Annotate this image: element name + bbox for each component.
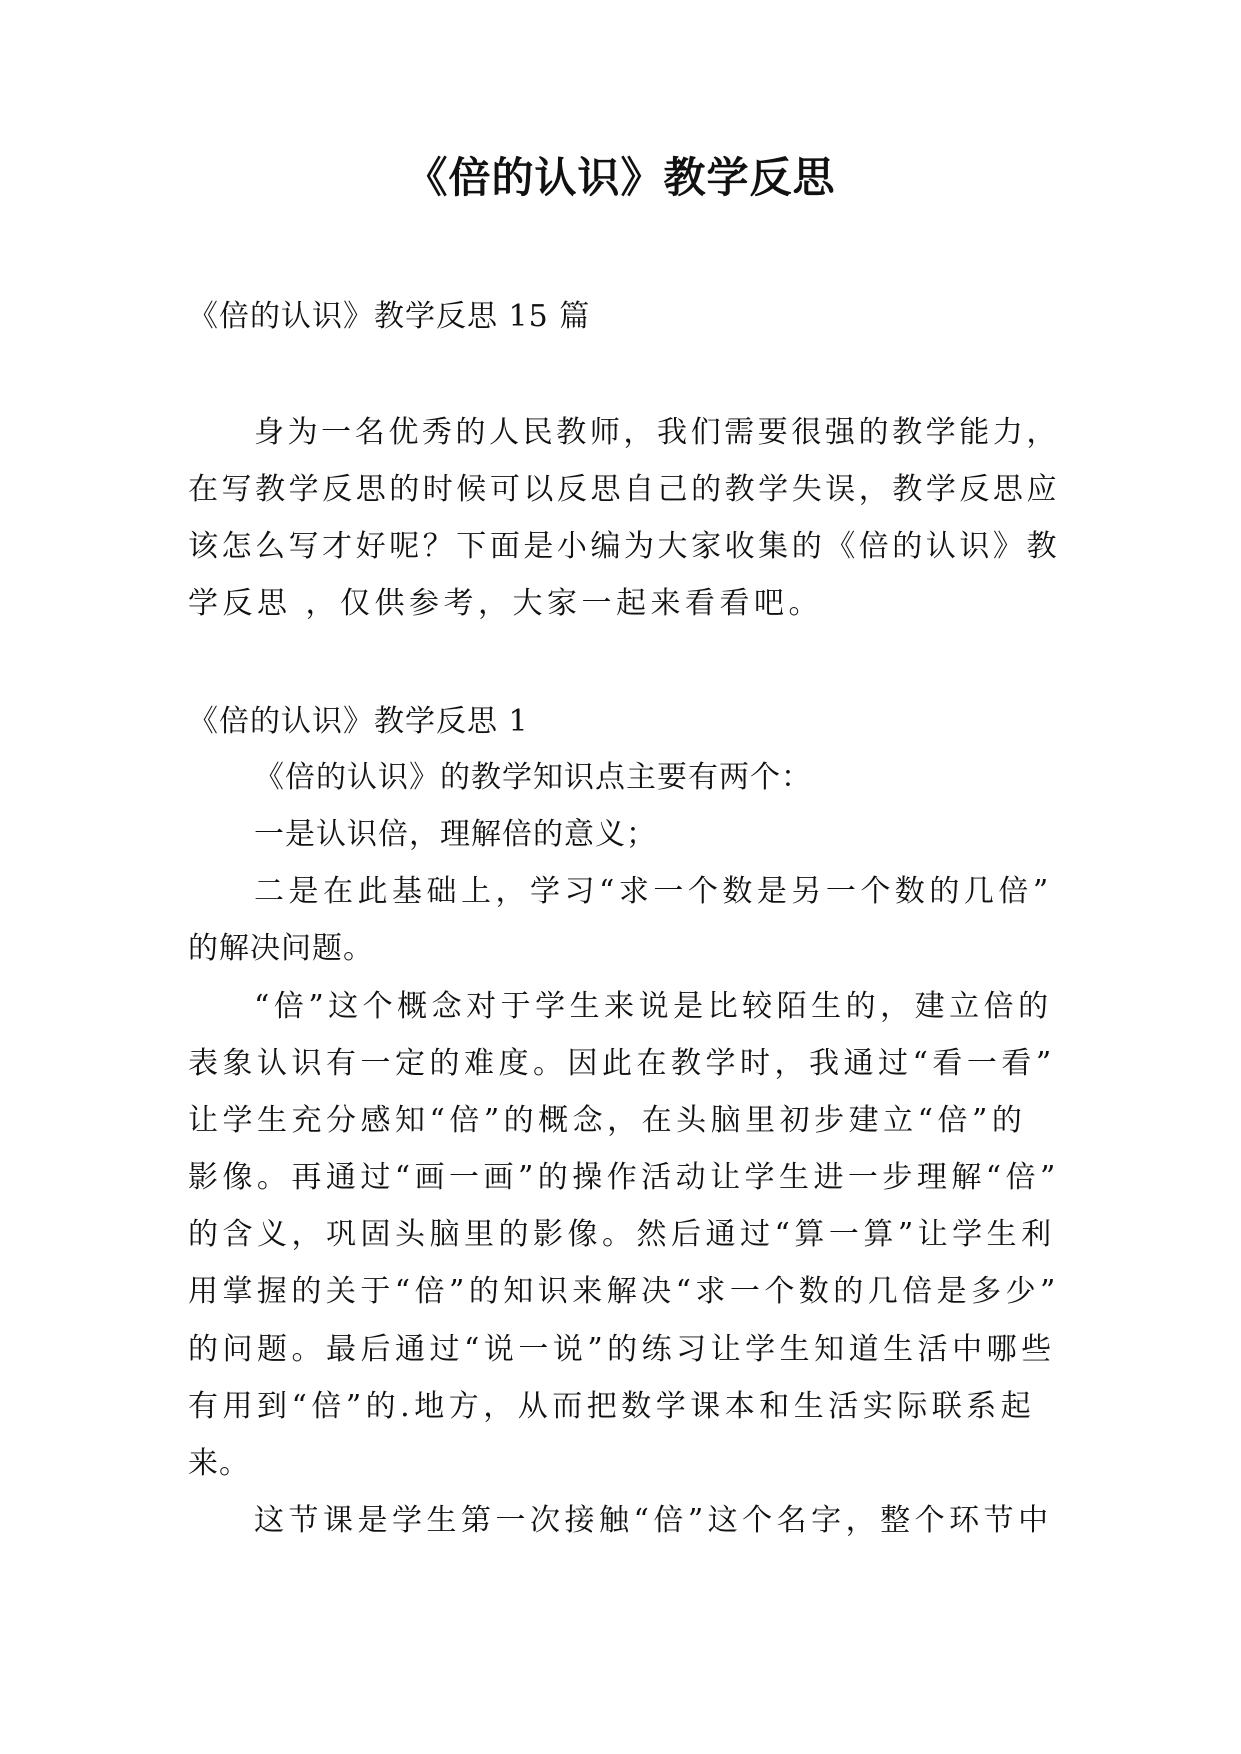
intro-line: 身为一名优秀的人民教师，我们需要很强的教学能力，	[254, 415, 1060, 450]
section-heading: 《倍的认识》教学反思 1	[188, 704, 529, 739]
intro-line: 在写教学反思的时候可以反思自己的教学失误，教学反思应	[188, 472, 1060, 507]
intro-line: 该怎么写才好呢？下面是小编为大家收集的《倍的认识》教	[188, 529, 1060, 564]
body-line: 表象认识有一定的难度。因此在教学时，我通过“看一看”	[188, 1046, 1056, 1081]
intro-line: 学反思 ，仅供参考，大家一起来看看吧。	[188, 586, 824, 621]
document-title: 《倍的认识》教学反思	[405, 153, 836, 202]
body-line: 这节课是学生第一次接触“倍”这个名字，整个环节中	[254, 1503, 1053, 1538]
body-line: 的含义，巩固头脑里的影像。然后通过“算一算”让学生利	[188, 1217, 1056, 1252]
document-subtitle: 《倍的认识》教学反思 15 篇	[188, 299, 591, 334]
body-line: 来。	[188, 1446, 250, 1481]
body-line: 让学生充分感知“倍”的概念，在头脑里初步建立“倍”的	[188, 1103, 1027, 1138]
body-line: 二是在此基础上，学习“求一个数是另一个数的几倍”	[254, 874, 1053, 909]
body-line: 用掌握的关于“倍”的知识来解决“求一个数的几倍是多少”	[188, 1274, 1060, 1309]
body-line: “倍”这个概念对于学生来说是比较陌生的，建立倍的	[254, 989, 1053, 1024]
body-line: 一是认识倍，理解倍的意义；	[254, 817, 657, 852]
body-line: 的问题。最后通过“说一说”的练习让学生知道生活中哪些	[188, 1332, 1056, 1367]
body-line: 的解决问题。	[188, 931, 374, 966]
body-line: 有用到“倍”的.地方，从而把数学课本和生活实际联系起	[188, 1389, 1036, 1424]
body-line: 影像。再通过“画一画”的操作活动让学生进一步理解“倍”	[188, 1160, 1060, 1195]
body-line: 《倍的认识》的教学知识点主要有两个：	[254, 760, 812, 795]
